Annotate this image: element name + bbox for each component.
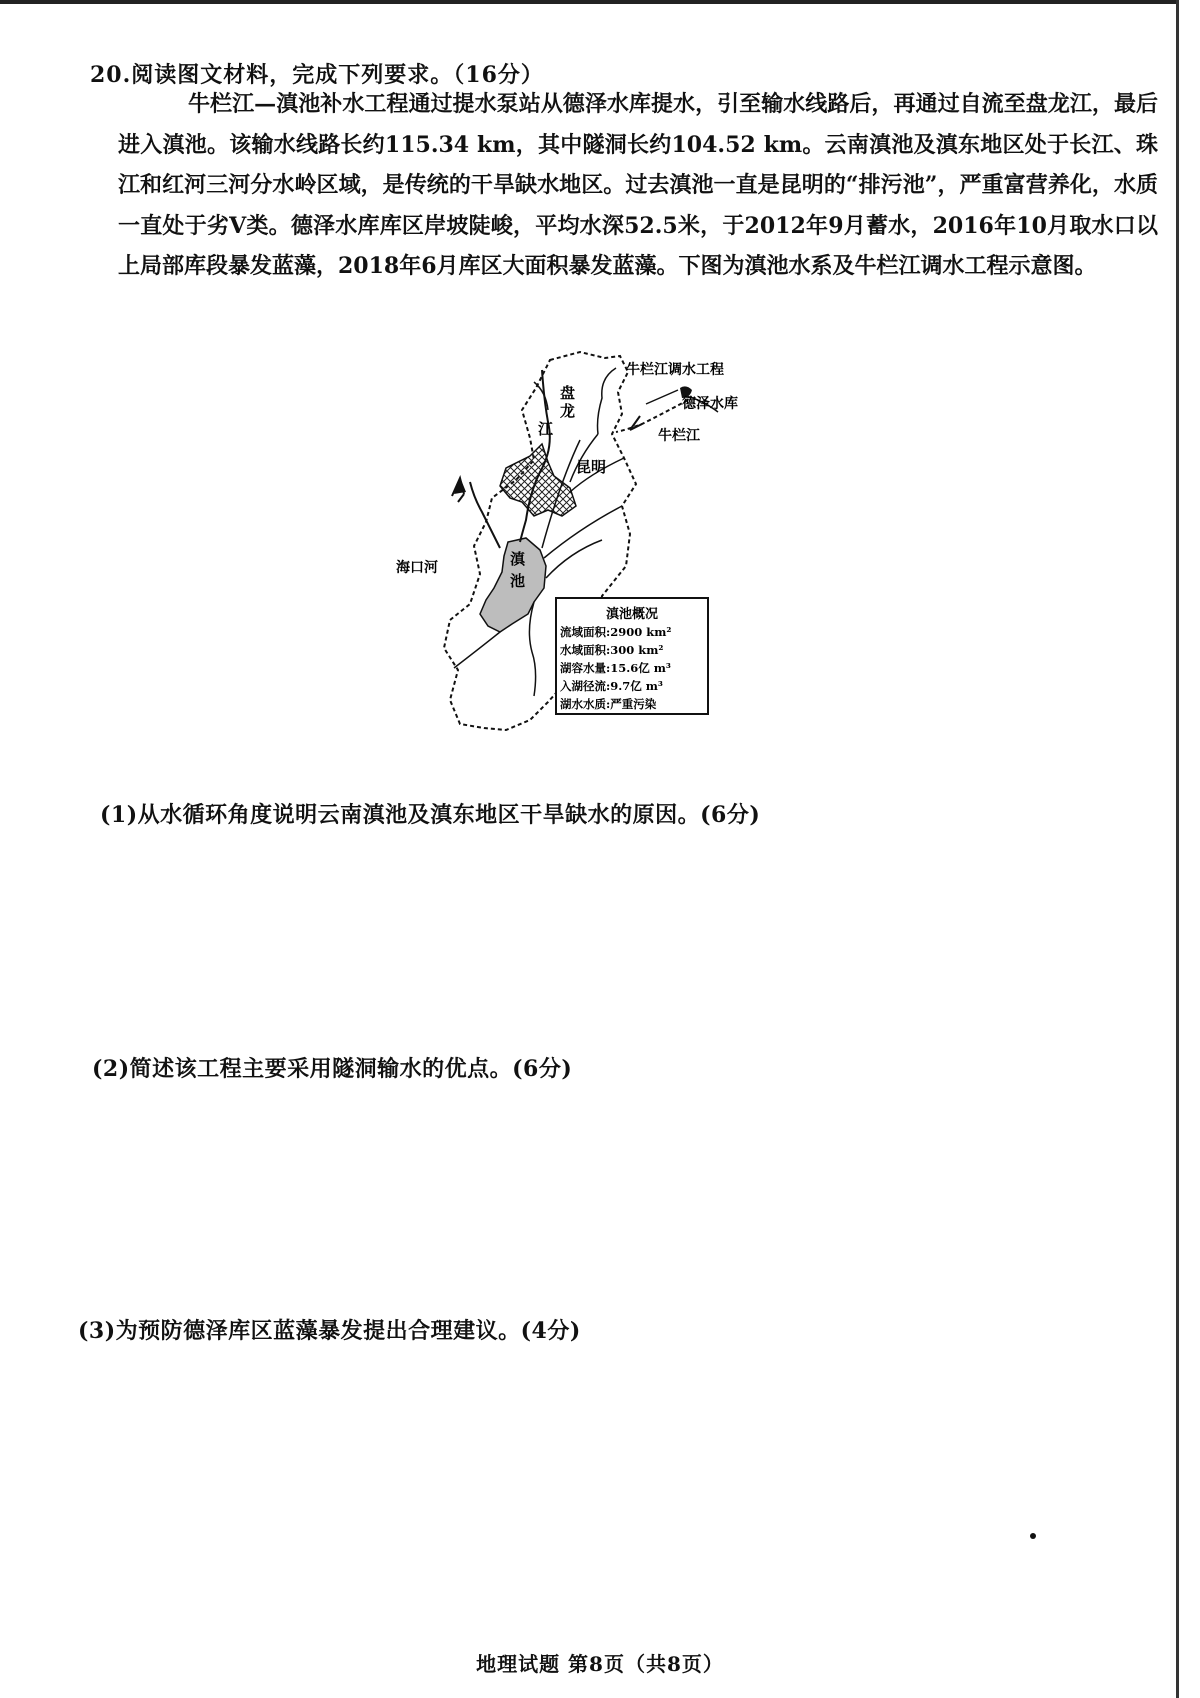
top-border-line [0, 0, 1178, 4]
label-niulan-river: 牛栏江 [658, 428, 700, 444]
sub-question-1: (1)从水循环角度说明云南滇池及滇东地区干旱缺水的原因。(6分) [100, 802, 761, 828]
label-panlong-2: 龙 [560, 402, 576, 420]
dianchi-info-box [556, 598, 708, 714]
haikou-river [470, 482, 500, 548]
answer-area-1[interactable] [80, 840, 1140, 1040]
label-project: 牛栏江调水工程 [626, 362, 724, 378]
sub-question-2: (2)简述该工程主要采用隧洞输水的优点。(6分) [92, 1056, 573, 1082]
river-tributary [454, 632, 500, 668]
right-border-line [1176, 0, 1179, 1698]
dianchi-water-system-map [396, 352, 830, 782]
pointer-line [646, 390, 678, 404]
label-dianchi-2: 池 [510, 572, 526, 590]
label-kunming: 昆明 [576, 458, 607, 476]
page-footer: 地理试题 第8页（共8页） [476, 1652, 724, 1676]
info-box-row: 湖容水量:15.6亿 m³ [560, 661, 671, 675]
info-box-row: 水域面积:300 km² [560, 643, 664, 657]
river-tributary [529, 602, 535, 696]
answer-area-3[interactable] [80, 1356, 1140, 1616]
diversion-arrow [630, 416, 642, 430]
answer-area-2[interactable] [80, 1094, 1140, 1304]
label-reservoir: 德泽水库 [682, 396, 738, 412]
question-passage: 牛栏江—滇池补水工程通过提水泵站从德泽水库提水，引至输水线路后，再通过自流至盘龙江，最后进入滇池。该输水线路长约115.34 km，其中隧洞长约104.52 km。云南滇池及滇东地区处于长江、珠江和红河三河分水岭区域，是传统的干旱缺水地区。过去滇池一直是昆明的“排污池”，严重富营养化，水质一直处于劣Ⅴ类。德泽水库库区岸坡陡峻，平均水深52.5米，于2012年9月蓄水，2016年10月取水口以上局部库段暴发蓝藻，2018年6月库区大面积暴发蓝藻。下图为滇池水系及牛栏江调水工程示意图。 [118, 91, 1158, 279]
label-panlong-3: 江 [538, 420, 554, 438]
river-tributary [546, 540, 602, 578]
stray-mark [1030, 1533, 1036, 1539]
label-haikou-river: 海口河 [396, 560, 438, 576]
river-tributary [598, 368, 617, 434]
info-box-row: 入湖径流:9.7亿 m³ [560, 679, 663, 693]
info-box-title: 滇池概况 [605, 607, 659, 622]
kunming-urban-area [500, 444, 576, 516]
info-box-row: 湖水水质:严重污染 [560, 697, 657, 711]
question-heading: 20.阅读图文材料，完成下列要求。（16分） [90, 62, 544, 88]
label-panlong-1: 盘 [560, 384, 576, 402]
info-box-row: 流域面积:2900 km² [560, 625, 672, 639]
sub-question-3: (3)为预防德泽库区蓝藻暴发提出合理建议。(4分) [78, 1318, 581, 1344]
label-dianchi-1: 滇 [510, 550, 526, 568]
